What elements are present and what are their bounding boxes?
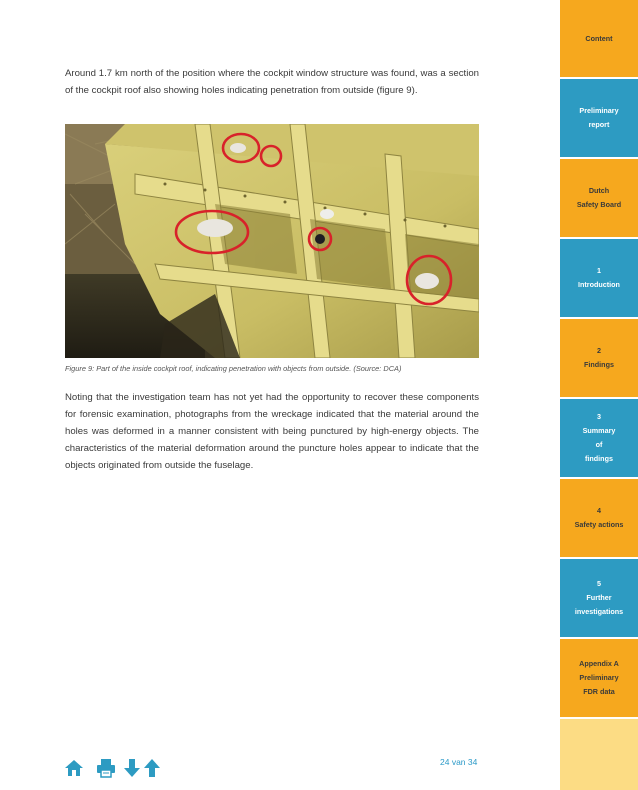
tab-summary-of-findings[interactable]: 3 Summary of findings (560, 399, 638, 477)
arrow-down-icon[interactable] (124, 758, 140, 783)
arrow-up-icon[interactable] (144, 758, 160, 783)
tab-findings[interactable]: 2 Findings (560, 319, 638, 397)
paragraph-intro: Around 1.7 km north of the position where the cockpit window structure was found, was a section of the cockpit roof also showing holes indicating penetration from outside (figure 9). (65, 68, 479, 96)
paragraph-analysis: Noting that the investigation team has not yet had the opportunity to recover these components for forensic examination, photographs from the wreckage indicated that the material around the holes was deformed in a manner consistent with being punctured by high-energy objects. The characteristics of the material deformation around the puncture holes appear to indicate that the objects originated from outside the fuselage. (65, 392, 479, 471)
tab-appendix-a-fdr-data[interactable]: Appendix A Preliminary FDR data (560, 639, 638, 717)
tab-safety-actions[interactable]: 4 Safety actions (560, 479, 638, 557)
home-icon[interactable] (64, 758, 84, 783)
tab-further-investigations[interactable]: 5 Further investigations (560, 559, 638, 637)
page-number: 24 van 34 (440, 757, 478, 767)
print-icon[interactable] (96, 758, 116, 783)
figure-caption: Figure 9: Part of the inside cockpit roof, indicating penetration with objects from outside. (Source: DCA) (65, 364, 402, 373)
tab-introduction[interactable]: 1 Introduction (560, 239, 638, 317)
tab-content[interactable]: Content (560, 0, 638, 77)
sidebar-navigation (560, 0, 638, 790)
figure-cockpit-roof-photo (65, 124, 479, 358)
tab-preliminary-report[interactable]: Preliminary report (560, 79, 638, 157)
tab-dutch-safety-board[interactable]: Dutch Safety Board (560, 159, 638, 237)
cockpit-roof-photo (65, 124, 479, 358)
sidebar-empty-tab (560, 719, 638, 790)
